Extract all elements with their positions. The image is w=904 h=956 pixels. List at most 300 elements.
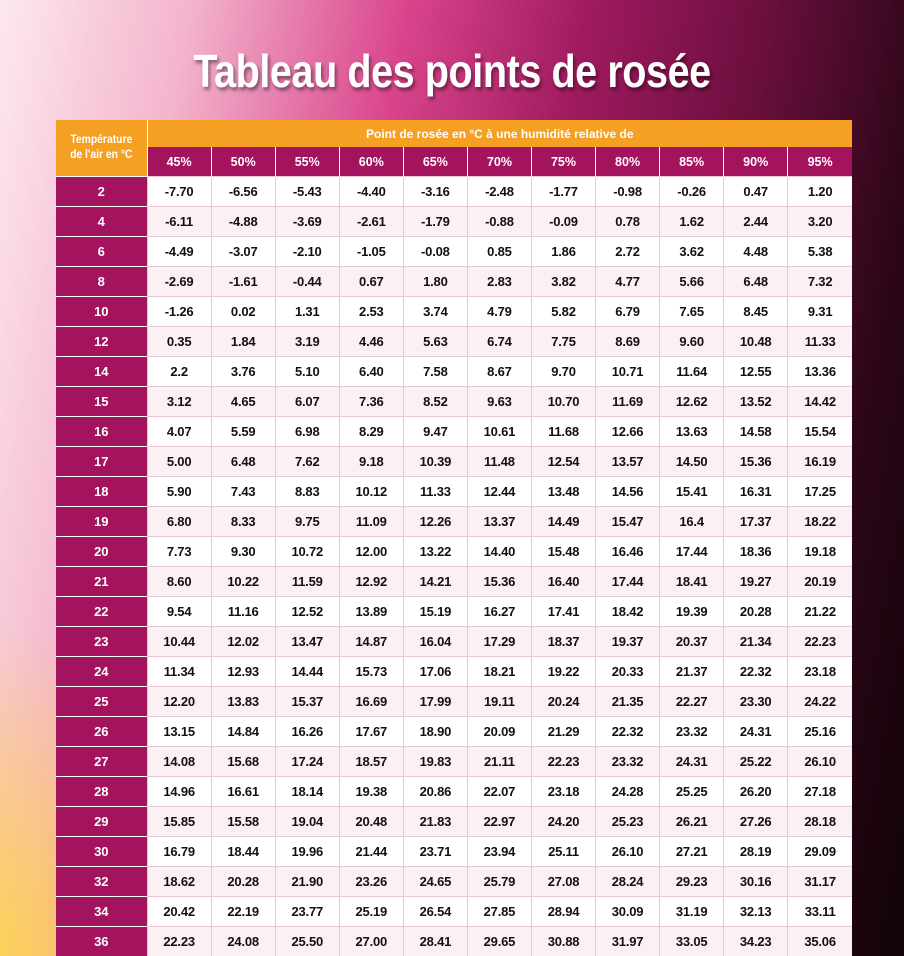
dew-point-cell: 15.68 <box>211 747 275 777</box>
dew-point-cell: 12.62 <box>660 387 724 417</box>
dew-point-cell: 7.32 <box>788 267 852 297</box>
dew-point-cell: 16.31 <box>724 477 788 507</box>
dew-point-cell: 2.83 <box>467 267 531 297</box>
dew-point-cell: 10.22 <box>211 567 275 597</box>
dew-point-cell: 23.30 <box>724 687 788 717</box>
dew-point-cell: -0.08 <box>403 237 467 267</box>
dew-point-cell: 2.44 <box>724 207 788 237</box>
dew-point-cell: 12.66 <box>596 417 660 447</box>
dew-point-cell: 17.29 <box>467 627 531 657</box>
dew-point-cell: 26.54 <box>403 897 467 927</box>
air-temperature-cell: 25 <box>56 687 147 717</box>
table-row <box>56 207 852 237</box>
dew-point-cell: 11.48 <box>467 447 531 477</box>
table-row <box>56 267 852 297</box>
dew-point-cell: 21.29 <box>531 717 595 747</box>
dew-point-cell: 10.61 <box>467 417 531 447</box>
dew-point-cell: 17.99 <box>403 687 467 717</box>
dew-point-cell: 10.70 <box>531 387 595 417</box>
dew-point-cell: 13.22 <box>403 537 467 567</box>
dew-point-cell: 10.39 <box>403 447 467 477</box>
dew-point-cell: 27.08 <box>531 867 595 897</box>
dew-point-cell: 19.04 <box>275 807 339 837</box>
dew-point-table-container <box>56 120 852 956</box>
dew-point-cell: 10.44 <box>147 627 211 657</box>
dew-point-cell: 33.11 <box>788 897 852 927</box>
air-temperature-cell: 22 <box>56 597 147 627</box>
dew-point-cell: 12.92 <box>339 567 403 597</box>
dew-point-cell: -1.79 <box>403 207 467 237</box>
dew-point-cell: 13.63 <box>660 417 724 447</box>
dew-point-cell: 20.48 <box>339 807 403 837</box>
air-temperature-cell: 27 <box>56 747 147 777</box>
dew-point-cell: 7.65 <box>660 297 724 327</box>
dew-point-cell: -3.07 <box>211 237 275 267</box>
dew-point-cell: 24.65 <box>403 867 467 897</box>
dew-point-cell: 9.70 <box>531 357 595 387</box>
dew-point-cell: 29.09 <box>788 837 852 867</box>
table-row <box>56 537 852 567</box>
dew-point-cell: 4.07 <box>147 417 211 447</box>
dew-point-cell: 9.75 <box>275 507 339 537</box>
dew-point-cell: 3.20 <box>788 207 852 237</box>
dew-point-cell: -4.49 <box>147 237 211 267</box>
dew-point-cell: 26.10 <box>788 747 852 777</box>
group-header-row <box>56 120 852 147</box>
dew-point-cell: -2.69 <box>147 267 211 297</box>
dew-point-cell: 22.23 <box>147 927 211 956</box>
dew-point-cell: 18.22 <box>788 507 852 537</box>
dew-point-cell: 18.37 <box>531 627 595 657</box>
dew-point-cell: 15.36 <box>467 567 531 597</box>
dew-point-cell: 18.44 <box>211 837 275 867</box>
table-row <box>56 327 852 357</box>
dew-point-cell: 0.02 <box>211 297 275 327</box>
dew-point-cell: -1.05 <box>339 237 403 267</box>
humidity-column-header: 95% <box>788 147 852 176</box>
dew-point-cell: 25.22 <box>724 747 788 777</box>
dew-point-cell: 15.36 <box>724 447 788 477</box>
humidity-columns-row <box>56 147 852 176</box>
dew-point-cell: 28.94 <box>531 897 595 927</box>
dew-point-cell: 31.19 <box>660 897 724 927</box>
dew-point-cell: 19.38 <box>339 777 403 807</box>
dew-point-cell: 6.79 <box>596 297 660 327</box>
dew-point-cell: -0.98 <box>596 177 660 207</box>
air-temperature-cell: 15 <box>56 387 147 417</box>
dew-point-cell: 17.06 <box>403 657 467 687</box>
dew-point-cell: 11.34 <box>147 657 211 687</box>
dew-point-cell: 18.42 <box>596 597 660 627</box>
dew-point-cell: 20.09 <box>467 717 531 747</box>
dew-point-cell: 3.19 <box>275 327 339 357</box>
dew-point-cell: 28.24 <box>596 867 660 897</box>
dew-point-cell: 8.33 <box>211 507 275 537</box>
dew-point-cell: 5.00 <box>147 447 211 477</box>
table-row <box>56 447 852 477</box>
dew-point-cell: -3.69 <box>275 207 339 237</box>
dew-point-cell: -0.09 <box>531 207 595 237</box>
dew-point-cell: 2.72 <box>596 237 660 267</box>
dew-point-cell: 11.09 <box>339 507 403 537</box>
dew-point-cell: 9.18 <box>339 447 403 477</box>
dew-point-cell: 13.83 <box>211 687 275 717</box>
dew-point-cell: 22.27 <box>660 687 724 717</box>
dew-point-cell: 9.54 <box>147 597 211 627</box>
dew-point-cell: 17.44 <box>596 567 660 597</box>
table-row <box>56 687 852 717</box>
dew-point-cell: 6.98 <box>275 417 339 447</box>
humidity-column-header: 75% <box>531 147 595 176</box>
dew-point-cell: 18.57 <box>339 747 403 777</box>
dew-point-cell: 15.19 <box>403 597 467 627</box>
dew-point-cell: 18.14 <box>275 777 339 807</box>
dew-point-cell: 5.63 <box>403 327 467 357</box>
dew-point-cell: 22.32 <box>596 717 660 747</box>
dew-point-cell: 19.37 <box>596 627 660 657</box>
table-body <box>56 177 852 956</box>
dew-point-cell: 11.59 <box>275 567 339 597</box>
dew-point-cell: 6.48 <box>724 267 788 297</box>
air-temperature-cell: 28 <box>56 777 147 807</box>
dew-point-cell: 18.62 <box>147 867 211 897</box>
dew-point-cell: 25.23 <box>596 807 660 837</box>
dew-point-cell: 18.90 <box>403 717 467 747</box>
dew-point-cell: 34.23 <box>724 927 788 956</box>
table-row <box>56 747 852 777</box>
air-temperature-cell: 14 <box>56 357 147 387</box>
humidity-column-header: 65% <box>403 147 467 176</box>
table-row <box>56 837 852 867</box>
dew-point-cell: 14.96 <box>147 777 211 807</box>
dew-point-cell: 15.54 <box>788 417 852 447</box>
dew-point-cell: 23.18 <box>788 657 852 687</box>
dew-point-cell: 11.33 <box>403 477 467 507</box>
dew-point-cell: 28.41 <box>403 927 467 956</box>
dew-point-cell: 12.02 <box>211 627 275 657</box>
dew-point-cell: 22.97 <box>467 807 531 837</box>
dew-point-cell: 9.31 <box>788 297 852 327</box>
dew-point-cell: 15.73 <box>339 657 403 687</box>
table-row <box>56 477 852 507</box>
dew-point-cell: 25.11 <box>531 837 595 867</box>
dew-point-cell: 1.62 <box>660 207 724 237</box>
air-temperature-header-line2: de l'air en °C <box>70 149 133 161</box>
dew-point-cell: 21.11 <box>467 747 531 777</box>
air-temperature-cell: 36 <box>56 927 147 956</box>
dew-point-cell: -1.77 <box>531 177 595 207</box>
table-row <box>56 777 852 807</box>
dew-point-cell: 8.29 <box>339 417 403 447</box>
table-row <box>56 237 852 267</box>
dew-point-cell: 17.44 <box>660 537 724 567</box>
dew-point-cell: 1.20 <box>788 177 852 207</box>
dew-point-cell: 13.57 <box>596 447 660 477</box>
dew-point-cell: 23.71 <box>403 837 467 867</box>
air-temperature-cell: 10 <box>56 297 147 327</box>
table-row <box>56 177 852 207</box>
dew-point-cell: 3.76 <box>211 357 275 387</box>
dew-point-cell: 24.28 <box>596 777 660 807</box>
dew-point-cell: 21.83 <box>403 807 467 837</box>
dew-point-cell: 7.73 <box>147 537 211 567</box>
dew-point-cell: 25.79 <box>467 867 531 897</box>
dew-point-cell: 31.17 <box>788 867 852 897</box>
dew-point-cell: 8.83 <box>275 477 339 507</box>
dew-point-cell: 26.10 <box>596 837 660 867</box>
dew-point-cell: 25.19 <box>339 897 403 927</box>
air-temperature-cell: 8 <box>56 267 147 297</box>
dew-point-cell: 9.30 <box>211 537 275 567</box>
dew-point-cell: 16.26 <box>275 717 339 747</box>
dew-point-cell: 14.21 <box>403 567 467 597</box>
dew-point-cell: 22.23 <box>531 747 595 777</box>
humidity-group-header: Point de rosée en °C à une humidité relative de <box>147 120 852 147</box>
dew-point-cell: 21.35 <box>596 687 660 717</box>
humidity-column-header: 50% <box>211 147 275 176</box>
dew-point-cell: 12.44 <box>467 477 531 507</box>
dew-point-cell: 4.79 <box>467 297 531 327</box>
air-temperature-cell: 20 <box>56 537 147 567</box>
dew-point-cell: 1.86 <box>531 237 595 267</box>
dew-point-cell: 24.20 <box>531 807 595 837</box>
dew-point-cell: 22.07 <box>467 777 531 807</box>
dew-point-cell: 21.37 <box>660 657 724 687</box>
dew-point-cell: 5.66 <box>660 267 724 297</box>
dew-point-cell: 7.75 <box>531 327 595 357</box>
dew-point-cell: 14.40 <box>467 537 531 567</box>
dew-point-cell: 10.48 <box>724 327 788 357</box>
dew-point-cell: 13.15 <box>147 717 211 747</box>
dew-point-cell: 7.36 <box>339 387 403 417</box>
air-temperature-header <box>56 120 147 177</box>
dew-point-cell: 9.60 <box>660 327 724 357</box>
dew-point-cell: 20.37 <box>660 627 724 657</box>
dew-point-cell: 3.74 <box>403 297 467 327</box>
air-temperature-cell: 6 <box>56 237 147 267</box>
dew-point-cell: 13.37 <box>467 507 531 537</box>
dew-point-cell: 15.58 <box>211 807 275 837</box>
dew-point-cell: 20.19 <box>788 567 852 597</box>
dew-point-cell: -6.56 <box>211 177 275 207</box>
dew-point-cell: 15.37 <box>275 687 339 717</box>
dew-point-cell: -7.70 <box>147 177 211 207</box>
dew-point-cell: -6.11 <box>147 207 211 237</box>
dew-point-cell: 35.06 <box>788 927 852 956</box>
dew-point-cell: 16.4 <box>660 507 724 537</box>
dew-point-cell: 26.20 <box>724 777 788 807</box>
dew-point-cell: 6.80 <box>147 507 211 537</box>
dew-point-cell: 19.27 <box>724 567 788 597</box>
dew-point-cell: 27.00 <box>339 927 403 956</box>
dew-point-cell: 7.62 <box>275 447 339 477</box>
dew-point-cell: 15.47 <box>596 507 660 537</box>
dew-point-cell: 3.82 <box>531 267 595 297</box>
dew-point-cell: 14.56 <box>596 477 660 507</box>
dew-point-cell: 0.67 <box>339 267 403 297</box>
dew-point-cell: 21.44 <box>339 837 403 867</box>
dew-point-cell: 0.78 <box>596 207 660 237</box>
table-row <box>56 627 852 657</box>
dew-point-cell: 5.38 <box>788 237 852 267</box>
air-temperature-cell: 12 <box>56 327 147 357</box>
dew-point-cell: 19.83 <box>403 747 467 777</box>
dew-point-cell: 6.40 <box>339 357 403 387</box>
dew-point-cell: 13.89 <box>339 597 403 627</box>
dew-point-cell: 18.21 <box>467 657 531 687</box>
table-row <box>56 417 852 447</box>
dew-point-cell: 7.43 <box>211 477 275 507</box>
dew-point-cell: 24.31 <box>660 747 724 777</box>
table-row <box>56 387 852 417</box>
dew-point-cell: 23.77 <box>275 897 339 927</box>
dew-point-cell: 16.19 <box>788 447 852 477</box>
dew-point-cell: 0.85 <box>467 237 531 267</box>
dew-point-cell: 4.48 <box>724 237 788 267</box>
dew-point-cell: 1.80 <box>403 267 467 297</box>
dew-point-cell: 14.58 <box>724 417 788 447</box>
dew-point-cell: 7.58 <box>403 357 467 387</box>
dew-point-cell: 27.21 <box>660 837 724 867</box>
table-row <box>56 927 852 956</box>
table-row <box>56 717 852 747</box>
dew-point-cell: 5.10 <box>275 357 339 387</box>
dew-point-cell: 11.68 <box>531 417 595 447</box>
air-temperature-cell: 2 <box>56 177 147 207</box>
dew-point-cell: -4.88 <box>211 207 275 237</box>
table-row <box>56 597 852 627</box>
dew-point-cell: 5.90 <box>147 477 211 507</box>
dew-point-cell: 24.31 <box>724 717 788 747</box>
air-temperature-cell: 16 <box>56 417 147 447</box>
dew-point-cell: 0.47 <box>724 177 788 207</box>
dew-point-cell: 17.24 <box>275 747 339 777</box>
dew-point-cell: -0.88 <box>467 207 531 237</box>
dew-point-cell: 16.79 <box>147 837 211 867</box>
dew-point-cell: 18.36 <box>724 537 788 567</box>
dew-point-cell: 15.85 <box>147 807 211 837</box>
air-temperature-cell: 23 <box>56 627 147 657</box>
air-temperature-cell: 34 <box>56 897 147 927</box>
dew-point-cell: 1.84 <box>211 327 275 357</box>
dew-point-cell: 3.62 <box>660 237 724 267</box>
dew-point-cell: 10.71 <box>596 357 660 387</box>
dew-point-cell: 23.32 <box>660 717 724 747</box>
dew-point-cell: 21.22 <box>788 597 852 627</box>
dew-point-cell: 4.65 <box>211 387 275 417</box>
dew-point-cell: 8.45 <box>724 297 788 327</box>
dew-point-cell: 30.16 <box>724 867 788 897</box>
dew-point-cell: 14.49 <box>531 507 595 537</box>
dew-point-cell: 13.36 <box>788 357 852 387</box>
dew-point-cell: 27.85 <box>467 897 531 927</box>
dew-point-cell: 11.69 <box>596 387 660 417</box>
humidity-column-header: 90% <box>724 147 788 176</box>
dew-point-cell: 18.41 <box>660 567 724 597</box>
dew-point-cell: 13.47 <box>275 627 339 657</box>
dew-point-cell: 26.21 <box>660 807 724 837</box>
air-temperature-header-line1: Température <box>70 134 133 146</box>
dew-point-cell: 19.96 <box>275 837 339 867</box>
dew-point-cell: 19.18 <box>788 537 852 567</box>
dew-point-cell: 25.25 <box>660 777 724 807</box>
dew-point-cell: 11.64 <box>660 357 724 387</box>
air-temperature-cell: 18 <box>56 477 147 507</box>
dew-point-cell: 0.35 <box>147 327 211 357</box>
dew-point-cell: 19.39 <box>660 597 724 627</box>
air-temperature-cell: 17 <box>56 447 147 477</box>
dew-point-cell: 13.48 <box>531 477 595 507</box>
dew-point-cell: 24.22 <box>788 687 852 717</box>
dew-point-cell: -0.26 <box>660 177 724 207</box>
dew-point-cell: 16.04 <box>403 627 467 657</box>
dew-point-cell: 28.18 <box>788 807 852 837</box>
dew-point-cell: 27.18 <box>788 777 852 807</box>
humidity-column-header: 70% <box>467 147 531 176</box>
dew-point-cell: 21.34 <box>724 627 788 657</box>
air-temperature-cell: 21 <box>56 567 147 597</box>
dew-point-cell: 14.50 <box>660 447 724 477</box>
dew-point-cell: 21.90 <box>275 867 339 897</box>
dew-point-cell: 17.25 <box>788 477 852 507</box>
dew-point-table <box>56 120 852 956</box>
table-row <box>56 657 852 687</box>
table-row <box>56 807 852 837</box>
dew-point-cell: 15.48 <box>531 537 595 567</box>
table-row <box>56 507 852 537</box>
humidity-column-header: 85% <box>660 147 724 176</box>
dew-point-cell: 22.32 <box>724 657 788 687</box>
dew-point-cell: 5.59 <box>211 417 275 447</box>
dew-point-cell: 20.42 <box>147 897 211 927</box>
air-temperature-cell: 32 <box>56 867 147 897</box>
dew-point-cell: -4.40 <box>339 177 403 207</box>
humidity-column-header: 45% <box>147 147 211 176</box>
dew-point-cell: 22.19 <box>211 897 275 927</box>
dew-point-cell: 17.41 <box>531 597 595 627</box>
dew-point-cell: 30.09 <box>596 897 660 927</box>
dew-point-cell: 5.82 <box>531 297 595 327</box>
dew-point-cell: 22.23 <box>788 627 852 657</box>
dew-point-cell: 14.84 <box>211 717 275 747</box>
dew-point-cell: -2.48 <box>467 177 531 207</box>
dew-point-cell: 23.18 <box>531 777 595 807</box>
table-row <box>56 297 852 327</box>
dew-point-cell: 2.2 <box>147 357 211 387</box>
dew-point-cell: 16.46 <box>596 537 660 567</box>
page-title: Tableau des points de rosée <box>193 45 711 97</box>
dew-point-cell: 31.97 <box>596 927 660 956</box>
dew-point-cell: 14.44 <box>275 657 339 687</box>
dew-point-cell: 16.61 <box>211 777 275 807</box>
table-row <box>56 567 852 597</box>
dew-point-cell: 20.24 <box>531 687 595 717</box>
dew-point-cell: 23.26 <box>339 867 403 897</box>
dew-point-cell: 20.28 <box>211 867 275 897</box>
air-temperature-cell: 26 <box>56 717 147 747</box>
dew-point-cell: 14.87 <box>339 627 403 657</box>
dew-point-cell: 14.42 <box>788 387 852 417</box>
dew-point-cell: 8.69 <box>596 327 660 357</box>
dew-point-cell: 12.00 <box>339 537 403 567</box>
table-row <box>56 867 852 897</box>
air-temperature-cell: 30 <box>56 837 147 867</box>
air-temperature-cell: 24 <box>56 657 147 687</box>
dew-point-cell: 19.22 <box>531 657 595 687</box>
dew-point-cell: 12.52 <box>275 597 339 627</box>
dew-point-cell: 12.93 <box>211 657 275 687</box>
dew-point-cell: -2.61 <box>339 207 403 237</box>
